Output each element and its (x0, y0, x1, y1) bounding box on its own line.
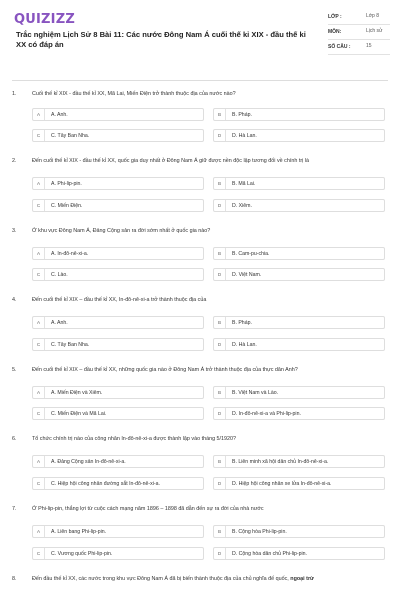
option-text: C. Miến Điện. (51, 202, 83, 209)
option-text: A. Liên bang Phi-lip-pin. (51, 528, 107, 535)
meta-key: SỐ CÂU : (328, 44, 351, 50)
option-a[interactable] (32, 525, 204, 538)
option-text: B. Việt Nam và Lào. (232, 389, 279, 396)
question-number: 8. (12, 576, 17, 582)
question-text: Đến cuối thế kỉ XIX – đầu thế kỉ XX, In-đô-nê-xi-a trở thành thuộc địa của (32, 297, 207, 303)
option-c[interactable] (32, 407, 204, 420)
question-text-emphasis: ngoại trừ (290, 576, 314, 582)
meta-panel (328, 10, 390, 55)
option-letter: B (214, 526, 226, 537)
question-5 (12, 367, 388, 427)
option-b[interactable] (213, 386, 385, 399)
page-title: Trắc nghiệm Lịch Sử 8 Bài 11: Các nước Đông Nam Á cuối thế kỉ XIX - đầu thế kỉ XX có đáp án (16, 30, 306, 49)
option-letter: A (33, 317, 45, 328)
option-b[interactable] (213, 108, 385, 121)
question-8 (12, 576, 388, 598)
option-text: D. Hà Lan. (232, 132, 257, 139)
question-number: 2. (12, 158, 17, 164)
option-text: B. Cam-pu-chia. (232, 250, 270, 257)
option-a[interactable] (32, 247, 204, 260)
option-letter: A (33, 178, 45, 189)
option-d[interactable] (213, 199, 385, 212)
option-d[interactable] (213, 129, 385, 142)
option-text: D. In-đô-nê-xi-a và Phi-lip-pin. (232, 410, 301, 417)
option-a[interactable] (32, 316, 204, 329)
option-letter: B (214, 178, 226, 189)
option-c[interactable] (32, 129, 204, 142)
option-letter: C (33, 339, 45, 350)
option-letter: D (214, 200, 226, 211)
option-text: C. Lào. (51, 271, 68, 278)
question-number: 6. (12, 436, 17, 442)
meta-value: Lớp 8 (366, 13, 380, 19)
option-a[interactable] (32, 108, 204, 121)
option-text: B. Pháp. (232, 319, 252, 326)
meta-row-class (328, 10, 390, 25)
question-number: 5. (12, 367, 17, 373)
option-letter: D (214, 408, 226, 419)
option-b[interactable] (213, 525, 385, 538)
option-c[interactable] (32, 477, 204, 490)
option-text: C. Hiệp hội công nhân đường sắt In-đô-nê-xi-a. (51, 480, 160, 487)
meta-key: MÔN: (328, 29, 342, 35)
question-number: 4. (12, 297, 17, 303)
question-2 (12, 158, 388, 218)
question-text: Tổ chức chính trị nào của công nhân In-đô-nê-xi-a được thành lập vào tháng 5/1920? (32, 436, 237, 442)
question-7 (12, 506, 388, 566)
option-text: A. In-đô-nê-xi-a. (51, 250, 89, 257)
option-letter: C (33, 269, 45, 280)
option-d[interactable] (213, 268, 385, 281)
option-c[interactable] (32, 338, 204, 351)
question-text: Cuối thế kỉ XIX - đầu thế kỉ XX, Mã Lai, Miến Điện trở thành thuộc địa của nước nào? (32, 91, 236, 97)
option-d[interactable] (213, 338, 385, 351)
option-letter: D (214, 548, 226, 559)
option-text: A. Anh. (51, 111, 68, 118)
option-text: C. Tây Ban Nha. (51, 341, 90, 348)
question-text: Ở Phi-lip-pin, thắng lợi từ cuộc cách mạng năm 1896 – 1898 đã dẫn đến sự ra đời của nhà nước (32, 506, 264, 512)
meta-row-count (328, 40, 390, 55)
option-text: B. Mã Lai. (232, 180, 256, 187)
question-number: 3. (12, 228, 17, 234)
option-text: A. Phi-lip-pin. (51, 180, 82, 187)
option-text: B. Cộng hòa Phi-lip-pin. (232, 528, 287, 535)
option-c[interactable] (32, 199, 204, 212)
option-c[interactable] (32, 547, 204, 560)
option-letter: B (214, 387, 226, 398)
option-b[interactable] (213, 316, 385, 329)
option-text: D. Hiệp hội công nhân xe lửa In-đô-nê-xi-a. (232, 480, 332, 487)
option-letter: D (214, 339, 226, 350)
question-text: Đến cuối thế kỉ XIX - đầu thế kỉ XX, quốc gia duy nhất ở Đông Nam Á giữ được nền độc lập tương đối về chính trị là (32, 158, 310, 164)
question-3 (12, 228, 388, 288)
quizizz-logo[interactable]: QUIZIZZ (14, 12, 75, 27)
option-a[interactable] (32, 386, 204, 399)
option-text: C. Vương quốc Phi-lip-pin. (51, 550, 113, 557)
option-text: D. Xiêm. (232, 202, 252, 209)
option-text: D. Việt Nam. (232, 271, 262, 278)
question-1 (12, 91, 388, 151)
option-text: B. Liên minh xã hội dân chủ In-đô-nê-xi-a. (232, 458, 329, 465)
question-4 (12, 297, 388, 357)
meta-value: 15 (366, 43, 372, 49)
option-letter: C (33, 408, 45, 419)
question-text: Ở khu vực Đông Nam Á, Đảng Cộng sản ra đời sớm nhất ở quốc gia nào? (32, 228, 211, 234)
option-d[interactable] (213, 407, 385, 420)
option-c[interactable] (32, 268, 204, 281)
option-d[interactable] (213, 477, 385, 490)
option-letter: C (33, 200, 45, 211)
option-letter: B (214, 456, 226, 467)
option-letter: A (33, 109, 45, 120)
option-text: A. Anh. (51, 319, 68, 326)
meta-row-subject (328, 25, 390, 40)
option-b[interactable] (213, 455, 385, 468)
option-letter: A (33, 387, 45, 398)
option-letter: C (33, 548, 45, 559)
header-divider (12, 80, 388, 81)
option-letter: D (214, 130, 226, 141)
question-6 (12, 436, 388, 496)
option-a[interactable] (32, 455, 204, 468)
option-text: A. Miến Điện và Xiêm. (51, 389, 103, 396)
question-text: Đến cuối thế kỉ XIX – đầu thế kỉ XX, những quốc gia nào ở Đông Nam Á trở thành thuộc địa của thực dân Anh? (32, 367, 298, 373)
option-letter: D (214, 478, 226, 489)
option-b[interactable] (213, 247, 385, 260)
option-letter: A (33, 456, 45, 467)
option-letter: D (214, 269, 226, 280)
option-text: B. Pháp. (232, 111, 252, 118)
option-letter: B (214, 248, 226, 259)
meta-value: Lịch sử (366, 28, 383, 34)
question-number: 7. (12, 506, 17, 512)
option-b[interactable] (213, 177, 385, 190)
option-a[interactable] (32, 177, 204, 190)
meta-key: LỚP : (328, 14, 342, 20)
option-text: C. Tây Ban Nha. (51, 132, 90, 139)
option-d[interactable] (213, 547, 385, 560)
option-letter: B (214, 109, 226, 120)
question-text-main: Đến đầu thế kỉ XX, các nước trong khu vực Đông Nam Á đã bị biến thành thuộc địa của chủ nghĩa đế quốc, (32, 576, 289, 582)
option-letter: C (33, 130, 45, 141)
question-number: 1. (12, 91, 17, 97)
option-text: A. Đảng Cộng sản In-đô-nê-xi-a. (51, 458, 126, 465)
option-text: D. Cộng hòa dân chủ Phi-lip-pin. (232, 550, 307, 557)
question-text (32, 576, 388, 584)
option-text: D. Hà Lan. (232, 341, 257, 348)
option-text: C. Miến Điện và Mã Lai. (51, 410, 107, 417)
option-letter: C (33, 478, 45, 489)
option-letter: B (214, 317, 226, 328)
option-letter: A (33, 526, 45, 537)
option-letter: A (33, 248, 45, 259)
